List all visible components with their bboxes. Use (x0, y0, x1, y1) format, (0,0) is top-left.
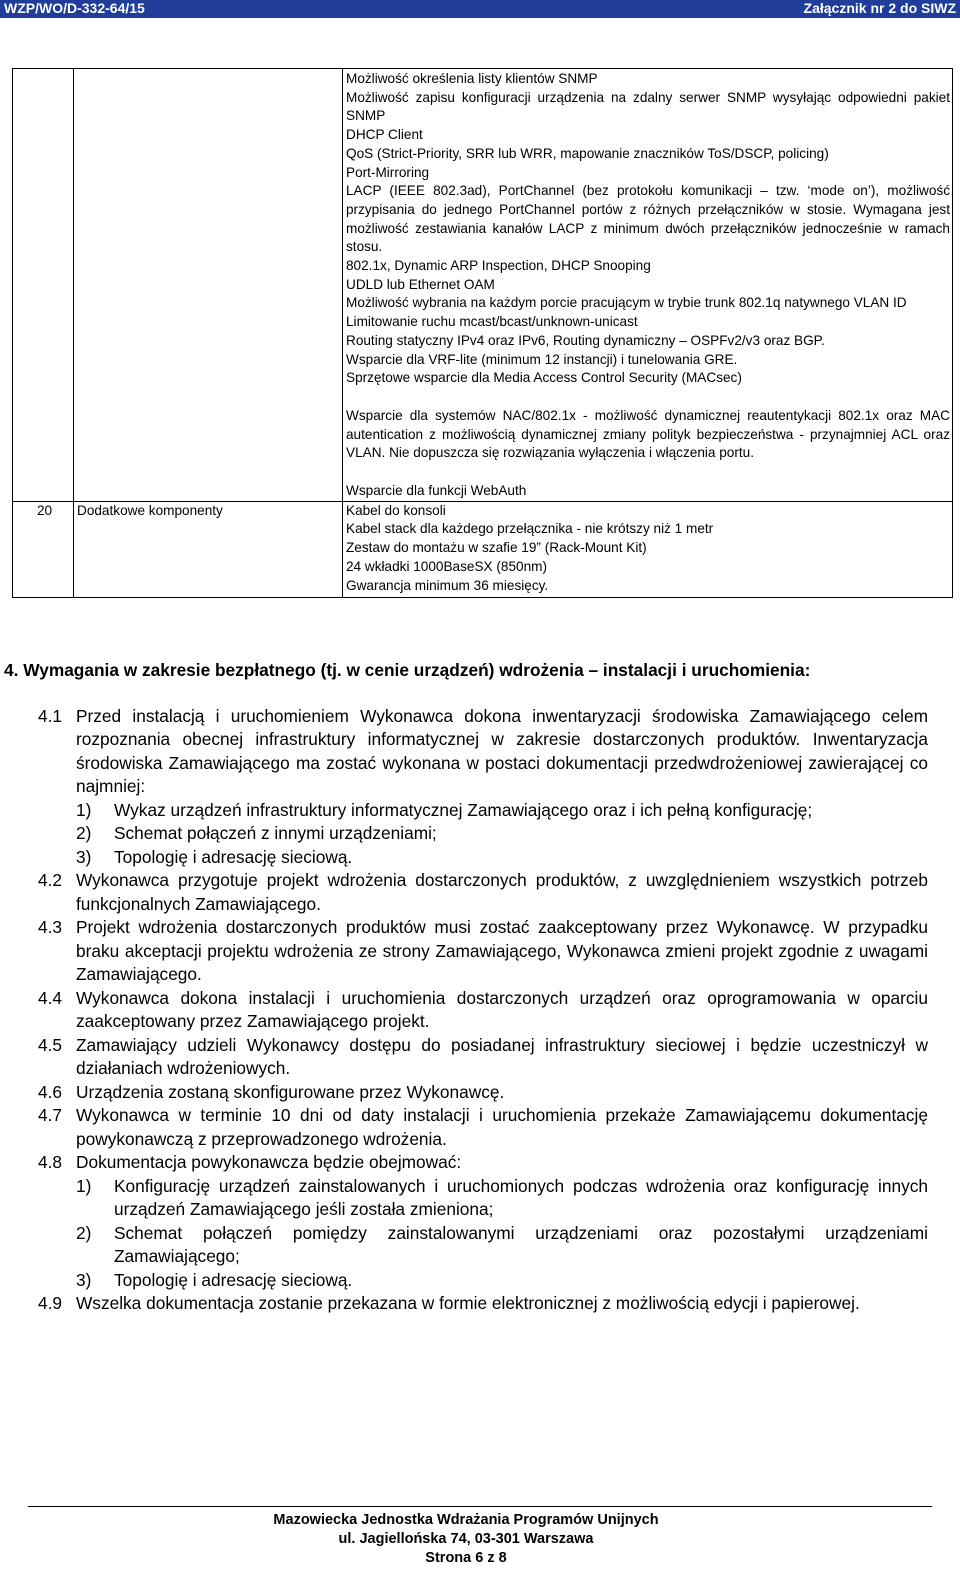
paragraph-number: 4.2 (38, 870, 63, 890)
list-text: Topologię i adresację sieciową. (114, 846, 353, 867)
component-name: Dodatkowe komponenty (74, 501, 343, 598)
paragraph-text: Urządzenia zostaną skonfigurowane przez Wykonawcę. (76, 1081, 505, 1102)
requirements-cell (343, 69, 953, 502)
list-text: Konfigurację urządzeń zainstalowanych i uruchomionych podczas wdrożenia oraz konfigurację innych urządzeń Zamawiającego jeśli została zmieniona; (114, 1175, 928, 1219)
paragraph-4-4 (38, 987, 928, 1034)
specification-table (12, 68, 953, 598)
paragraph-text: Dokumentacja powykonawcza będzie obejmować: (76, 1152, 462, 1172)
component-item: Kabel do konsoli (346, 502, 446, 518)
list-item (38, 846, 928, 870)
list-number: 1) (76, 1175, 92, 1196)
attachment-label: Załącznik nr 2 do SIWZ (803, 0, 956, 16)
requirement-item: DHCP Client (346, 127, 423, 143)
paragraph-text: Wykonawca dokona instalacji i uruchomienia dostarczonych urządzeń oraz oprogramowania w oparciu zaakceptowany przez Zamawiającego projekt. (76, 987, 928, 1031)
paragraph-text: Przed instalacją i uruchomieniem Wykonawca dokona inwentaryzacji środowiska Zamawiającego celem rozpoznania obecnej infrastruktury informatycznej w zakresie dostarczonych produktów. Inwentaryzacja środowiska Zamawiającego ma zostać wykonana w postaci dokumentacji przedwdrożeniowej zawierającej co najmniej: (76, 705, 928, 796)
list-item (38, 822, 928, 846)
list-item (38, 799, 928, 823)
component-cell (74, 69, 343, 502)
component-item: Gwarancja minimum 36 miesięcy. (346, 577, 549, 593)
paragraph-number: 4.4 (38, 987, 63, 1008)
paragraph-number: 4.6 (38, 1081, 63, 1102)
requirement-item: 802.1x, Dynamic ARP Inspection, DHCP Snooping (346, 258, 651, 274)
footer-divider (28, 1506, 932, 1507)
component-item: Zestaw do montażu w szafie 19” (Rack-Mount Kit) (346, 540, 647, 556)
paragraph-4-8 (38, 1151, 928, 1175)
list-text: Topologię i adresację sieciową. (114, 1269, 353, 1290)
paragraph-number: 4.1 (38, 705, 63, 726)
list-number: 3) (76, 1269, 92, 1290)
requirement-item: Wsparcie dla systemów NAC/802.1x - możliwość dynamicznej reautentykacji 802.1x oraz MAC autentication z możliwością dynamicznej zmiany polityk bezpieczeństwa - przynajmniej ACL oraz VLAN. Nie dopuszcza się rozwiązania wyłączenia i włączenia portu. (346, 407, 950, 461)
paragraph-number: 4.5 (38, 1034, 63, 1055)
document-reference: WZP/WO/D-332-64/15 (4, 0, 145, 16)
requirement-item: Wsparcie dla funkcji WebAuth (346, 483, 527, 499)
list-number: 2) (76, 1222, 92, 1243)
list-number: 3) (76, 846, 92, 867)
list-number: 2) (76, 823, 92, 843)
requirement-item: Możliwość zapisu konfiguracji urządzenia na zdalny serwer SNMP wysyłając odpowiedni pakiet SNMP (346, 89, 950, 124)
paragraph-text: Zamawiający udzieli Wykonawcy dostępu do posiadanej infrastruktury sieciowej i będzie uczestniczył w działaniach wdrożeniowych. (76, 1034, 928, 1078)
requirement-item: LACP (IEEE 802.3ad), PortChannel (bez protokołu komunikacji – tzw. ‘mode on’), możliwość przypisania do jednego PortChannel portów z różnych przełączników w stosie. Wymagana jest możliwość zestawiania kanałów LACP z minimum dwóch przełączników jednocześnie w ramach stosu. (346, 183, 950, 255)
requirement-item: Możliwość określenia listy klientów SNMP (346, 71, 598, 86)
requirement-item: Limitowanie ruchu mcast/bcast/unknown-unicast (346, 314, 638, 330)
requirement-item: Wsparcie dla VRF-lite (minimum 12 instancji) i tunelowania GRE. (346, 351, 738, 367)
paragraph-text: Wykonawca w terminie 10 dni od daty instalacji i uruchomienia przekaże Zamawiającemu dokumentację powykonawczą z przeprowadzonego wdrożenia. (76, 1105, 928, 1149)
footer-address: ul. Jagiellońska 74, 03-301 Warszawa (338, 1531, 594, 1547)
paragraph-text: Wykonawca przygotuje projekt wdrożenia dostarczonych produktów, z uwzględnieniem wszystkich potrzeb funkcjonalnych Zamawiającego. (76, 870, 928, 914)
list-text: Schemat połączeń pomiędzy zainstalowanymi urządzeniami oraz pozostałymi urządzeniami Zamawiającego; (114, 1222, 928, 1266)
paragraph-4-1 (38, 705, 928, 799)
list-number: 1) (76, 799, 92, 820)
list-item (38, 1269, 928, 1293)
page-header (0, 0, 960, 18)
list-item (38, 1175, 928, 1222)
table-row (13, 501, 953, 598)
component-item: 24 wkładki 1000BaseSX (850nm) (346, 558, 547, 574)
requirement-item: Routing statyczny IPv4 oraz IPv6, Routing dynamiczny – OSPFv2/v3 oraz BGP. (346, 332, 825, 348)
requirements-cell (343, 501, 953, 598)
paragraph-number: 4.7 (38, 1105, 63, 1125)
paragraph-text: Wszelka dokumentacja zostanie przekazana w formie elektronicznej z możliwością edycji i papierowej. (76, 1293, 860, 1313)
table-row (13, 69, 953, 502)
requirement-item: Sprzętowe wsparcie dla Media Access Control Security (MACsec) (346, 370, 742, 386)
paragraph-number: 4.8 (38, 1152, 63, 1172)
footer-organization: Mazowiecka Jednostka Wdrażania Programów Unijnych (273, 1512, 659, 1528)
paragraph-4-7 (38, 1104, 928, 1151)
section-title: 4. Wymagania w zakresie bezpłatnego (tj. w cenie urządzeń) wdrożenia – instalacji i uruchomienia: (4, 660, 811, 680)
list-item (38, 1222, 928, 1269)
row-number: 20 (13, 501, 74, 598)
section-4 (4, 659, 928, 1316)
paragraph-4-3 (38, 916, 928, 987)
list-text: Wykaz urządzeń infrastruktury informatycznej Zamawiającego oraz i ich pełną konfigurację; (114, 799, 813, 820)
number-cell (13, 69, 74, 502)
component-item: Kabel stack dla każdego przełącznika - nie krótszy niż 1 metr (346, 521, 714, 537)
requirement-item: Port-Mirroring (346, 164, 430, 180)
page-footer (0, 1511, 932, 1568)
page-number: Strona 6 z 8 (425, 1550, 507, 1566)
requirement-item: Możliwość wybrania na każdym porcie pracującym w trybie trunk 802.1q natywnego VLAN ID (346, 295, 907, 311)
paragraph-number: 4.3 (38, 917, 63, 937)
paragraph-4-2 (38, 869, 928, 916)
paragraph-4-6 (38, 1081, 928, 1105)
paragraph-4-9 (38, 1292, 928, 1316)
paragraph-4-5 (38, 1034, 928, 1081)
requirement-item: QoS (Strict-Priority, SRR lub WRR, mapowanie znaczników ToS/DSCP, policing) (346, 145, 829, 161)
paragraph-text: Projekt wdrożenia dostarczonych produktów musi zostać zaakceptowany przez Wykonawcę. W przypadku braku akceptacji projektu wdrożenia ze strony Zamawiającego, Wykonawca zmieni projekt zgodnie z uwagami Zamawiającego. (76, 917, 928, 984)
requirement-item: UDLD lub Ethernet OAM (346, 276, 495, 292)
list-text: Schemat połączeń z innymi urządzeniami; (114, 823, 437, 843)
paragraph-number: 4.9 (38, 1293, 63, 1313)
